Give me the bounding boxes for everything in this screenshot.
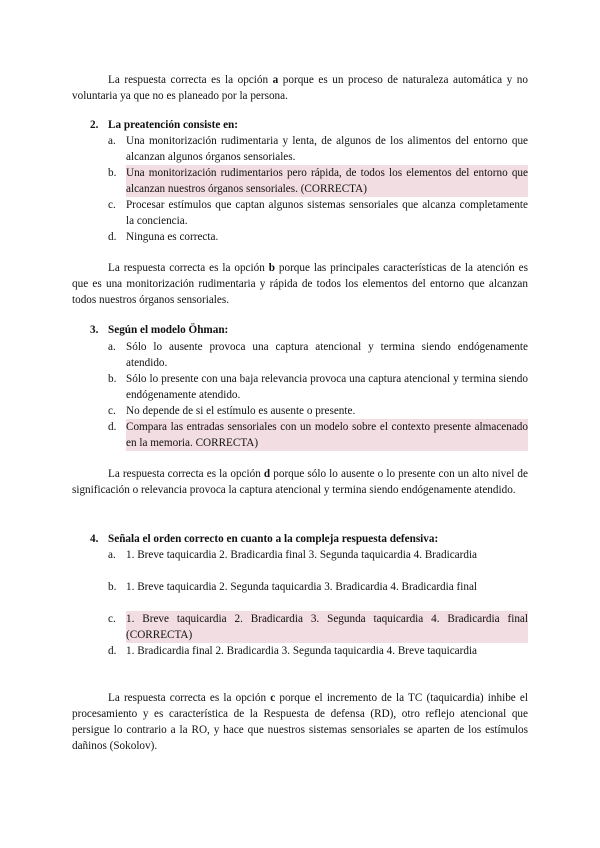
option-4b: b. 1. Breve taquicardia 2. Segunda taquicardia 3. Bradicardia 4. Bradicardia final	[108, 581, 478, 593]
option-3b: b. Sólo lo presente con una baja relevancia provoca una captura atencional y termina siendo endógenamente atendido.	[108, 373, 528, 401]
option-4d: d. 1. Bradicardia final 2. Bradicardia 3. Segunda taquicardia 4. Breve taquicardia	[108, 645, 478, 657]
option-3a: a. Sólo lo ausente provoca una captura atencional y termina siendo endógenamente atendido.	[108, 341, 528, 369]
answer-letter: c	[270, 692, 276, 704]
answer-paragraph-q2: La respuesta correcta es la opción b porque las principales características de la atención es que es una monitorización rudimentaria y rápida de todos los elementos del entorno que alcanzan todos nuestros órganos sensoriales.	[72, 262, 528, 306]
answer-paragraph-q1: La respuesta correcta es la opción a porque es un proceso de naturaleza automática y no voluntaria ya que no es planeado por la persona.	[72, 74, 528, 102]
option-3c: c. No depende de si el estímulo es ausente o presente.	[108, 405, 356, 417]
option-4c-correct: c. 1. Breve taquicardia 2. Bradicardia 3. Segunda taquicardia 4. Bradicardia final (CORRECTA)	[108, 613, 528, 641]
question-3-title: 3. Según el modelo Öhman:	[90, 324, 229, 336]
option-2d: d. Ninguna es correcta.	[108, 231, 219, 243]
question-2-title: 2. La preatención consiste en:	[90, 119, 238, 131]
answer-paragraph-q4: La respuesta correcta es la opción c porque el incremento de la TC (taquicardia) inhibe el procesamiento y es característica de la Respuesta de defensa (RD), otro reflejo atencional que persigue lo contrario a la RO, y hace que nuestros sistemas sensoriales se aparten de los estímulos dañinos (Sokolov).	[72, 692, 528, 752]
option-2a: a. Una monitorización rudimentaria y lenta, de algunos de los alimentos del entorno que alcanzan algunos órganos sensoriales.	[108, 135, 528, 163]
answer-letter: d	[263, 468, 271, 480]
question-4-title: 4. Señala el orden correcto en cuanto a la compleja respuesta defensiva:	[90, 533, 439, 545]
answer-paragraph-q3: La respuesta correcta es la opción d porque sólo lo ausente o lo presente con un alto nivel de significación o relevancia provoca la captura atencional y termina siendo endógenamente atendido.	[72, 468, 528, 496]
answer-letter: b	[268, 262, 275, 274]
option-2c: c. Procesar estímulos que captan algunos sistemas sensoriales que alcanza completamente la conciencia.	[108, 199, 528, 227]
answer-letter: a	[272, 74, 279, 86]
option-3d-correct: d. Compara las entradas sensoriales con un modelo sobre el contexto presente almacenado en la memoria. CORRECTA)	[108, 421, 528, 449]
option-4a: a. 1. Breve taquicardia 2. Bradicardia final 3. Segunda taquicardia 4. Bradicardia	[108, 549, 478, 561]
option-2b-correct: b. Una monitorización rudimentarios pero rápida, de todos los elementos del entorno que alcanzan nuestros órganos sensoriales. (CORRECTA)	[108, 167, 528, 195]
